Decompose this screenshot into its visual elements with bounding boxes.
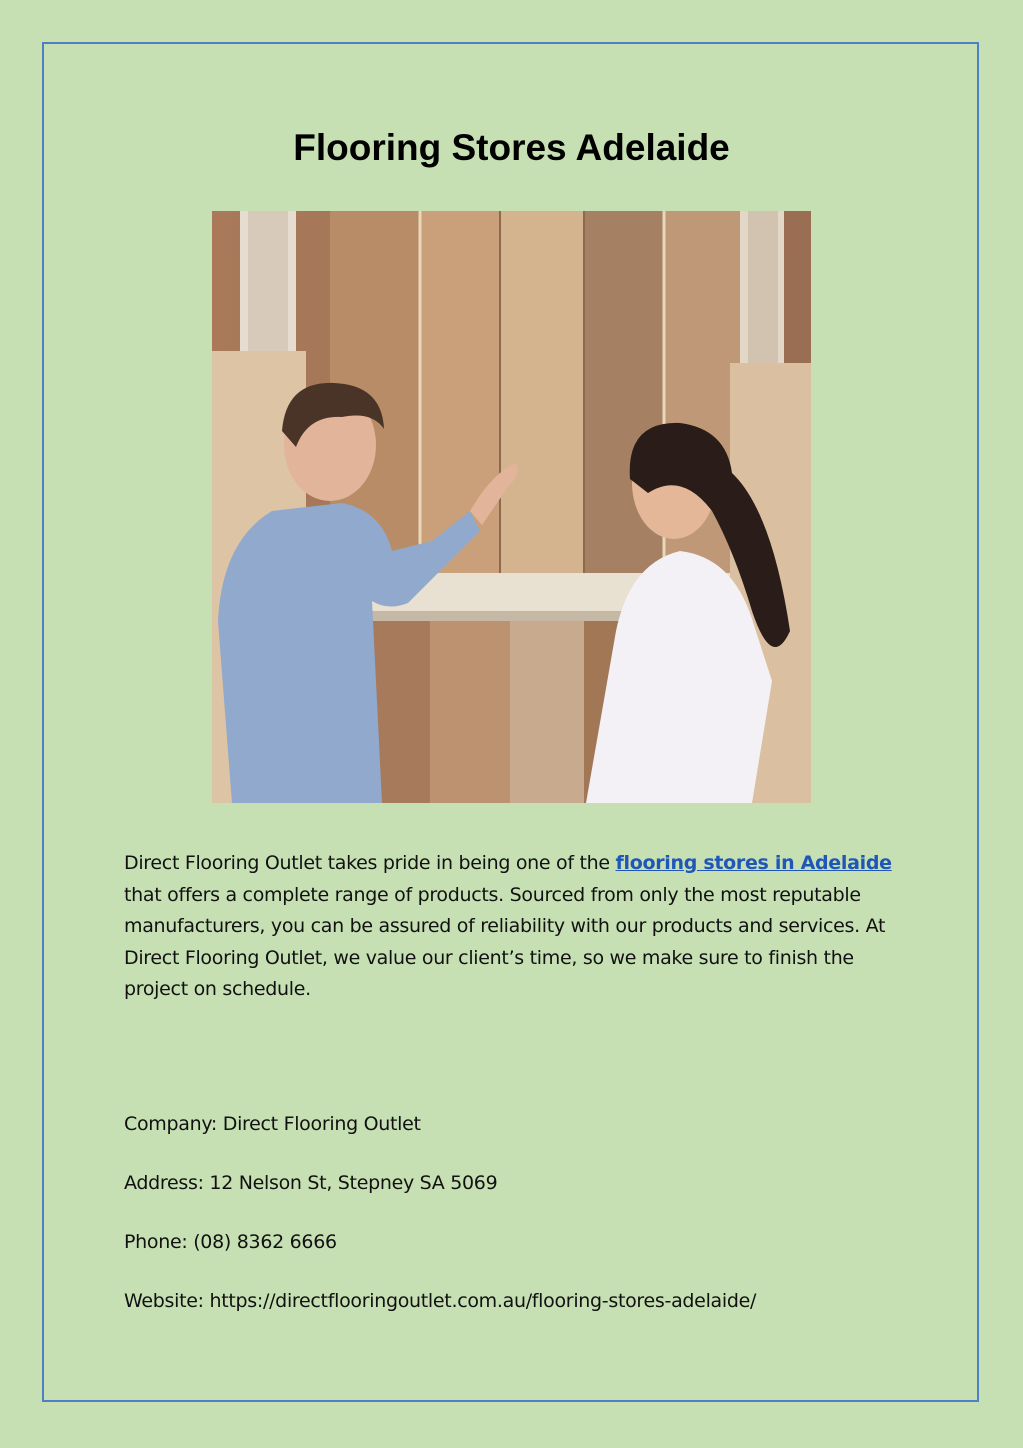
page-title: Flooring Stores Adelaide: [293, 127, 730, 168]
flooring-stores-link[interactable]: flooring stores in Adelaide: [615, 852, 892, 874]
address-line: Address: 12 Nelson St, Stepney SA 5069: [124, 1172, 498, 1194]
showroom-photo: [212, 211, 811, 803]
description-text-start: Direct Flooring Outlet takes pride in being one of the: [124, 852, 616, 874]
phone-line: Phone: (08) 8362 6666: [124, 1231, 337, 1253]
company-line: Company: Direct Flooring Outlet: [124, 1113, 421, 1135]
website-line: Website: https://directflooringoutlet.com.au/flooring-stores-adelaide/: [124, 1290, 757, 1312]
description-text-end: that offers a complete range of products. Sourced from only the most reputable manufacturers, you can be assured of reliability with our products and services. At Direct Flooring Outlet, we value our client’s time, so we make sure to finish the project on schedule.: [124, 883, 886, 1000]
description-paragraph: [124, 848, 914, 1006]
